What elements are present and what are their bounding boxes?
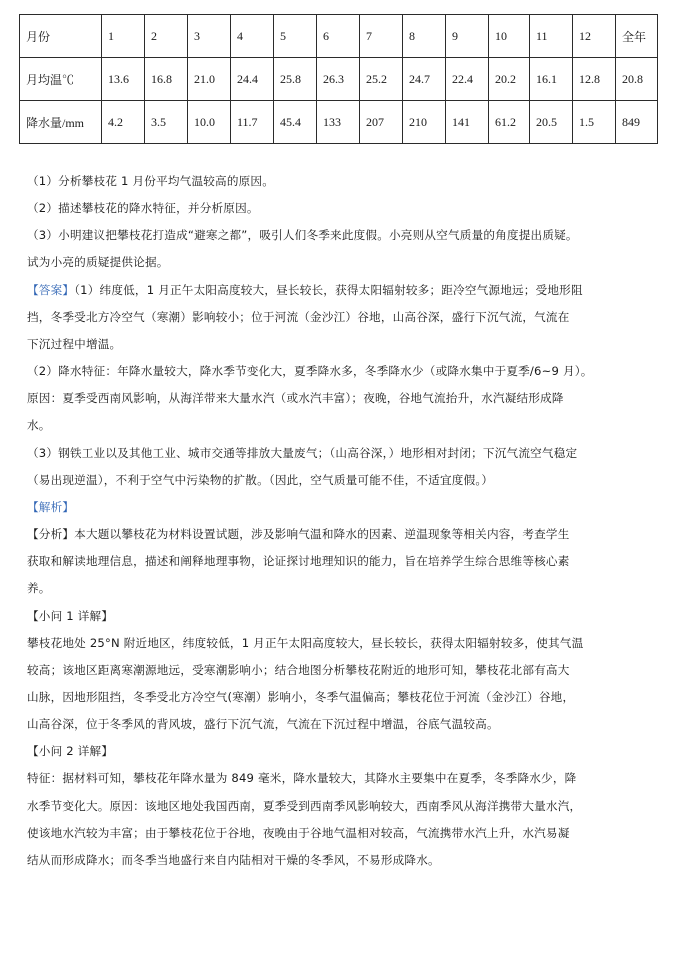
table-cell: 7 (360, 15, 403, 58)
sub-question-2-heading: 【小问 2 详解】 (27, 744, 114, 759)
table-cell: 22.4 (446, 58, 489, 101)
analysis-intro-line-3: 养。 (27, 581, 51, 596)
sub-question-1-line-2: 较高；该地区距离寒潮源地远，受寒潮影响小；结合地图分析攀枝花附近的地形可知，攀枝花北部有高大 (27, 662, 570, 677)
table-row (20, 15, 658, 58)
table-cell: 20.8 (616, 58, 658, 101)
table-cell: 6 (317, 15, 360, 58)
analysis-intro-line-1: 【分析】本大题以攀枝花为材料设置试题，涉及影响气温和降水的因素、逆温现象等相关内容，考查学生 (27, 527, 570, 542)
climate-table (19, 14, 658, 144)
table-cell: 11 (530, 15, 573, 58)
table-cell: 20.5 (530, 101, 573, 144)
table-cell: 25.8 (274, 58, 317, 101)
sub-question-2-line-2: 水季节变化大。原因：该地区地处我国西南，夏季受到西南季风影响较大，西南季风从海洋携带大量水汽， (27, 798, 582, 813)
sub-question-1-line-1: 攀枝花地处 25°N 附近地区，纬度较低，1 月正午太阳高度较大，昼长较长，获得太阳辐射较多，使其气温 (27, 635, 584, 650)
table-cell: 207 (360, 101, 403, 144)
sub-question-2-line-4: 结从而形成降水；而冬季当地盛行来自内陆相对干燥的冬季风，不易形成降水。 (27, 852, 440, 867)
table-cell: 5 (274, 15, 317, 58)
answer-2-line-1: （2）降水特征：年降水量较大，降水季节变化大，夏季降水多，冬季降水少（或降水集中于夏季/6~9 月）。 (27, 364, 593, 379)
question-3-line-1: （3）小明建议把攀枝花打造成“避寒之都”，吸引人们冬季来此度假。小亮则从空气质量的角度提出质疑。 (27, 228, 578, 243)
table-cell: 10.0 (188, 101, 231, 144)
table-cell: 全年 (616, 15, 658, 58)
analysis-intro-line-2: 获取和解读地理信息，描述和阐释地理事物，论证探讨地理知识的能力，旨在培养学生综合思维等核心素 (27, 554, 570, 569)
answer-2-line-3: 水。 (27, 418, 51, 433)
table-cell: 11.7 (231, 101, 274, 144)
table-row (20, 58, 658, 101)
sub-question-2-line-1: 特征：据材料可知，攀枝花年降水量为 849 毫米，降水量较大，其降水主要集中在夏季，冬季降水少，降 (27, 771, 577, 786)
answer-3-line-2: （易出现逆温），不利于空气中污染物的扩散。（因此，空气质量可能不佳，不适宜度假。） (27, 472, 494, 487)
document-text (27, 168, 667, 874)
table-cell: 25.2 (360, 58, 403, 101)
table-cell: 24.4 (231, 58, 274, 101)
question-2: （2）描述攀枝花的降水特征，并分析原因。 (27, 201, 259, 216)
table-cell: 141 (446, 101, 489, 144)
question-3-line-2: 试为小亮的质疑提供论据。 (27, 255, 169, 270)
table-cell: 4 (231, 15, 274, 58)
analysis-tag: 【解析】 (27, 499, 75, 514)
question-1: （1）分析攀枝花 1 月份平均气温较高的原因。 (27, 174, 275, 188)
table-cell: 20.2 (489, 58, 530, 101)
table-cell: 9 (446, 15, 489, 58)
answer-1-line-3: 下沉过程中增温。 (27, 336, 122, 351)
row-label: 月份 (20, 15, 102, 58)
table-cell: 61.2 (489, 101, 530, 144)
table-cell: 21.0 (188, 58, 231, 101)
answer-1-line-1: 【答案】（1）纬度低，1 月正午太阳高度较大，昼长较长，获得太阳辐射较多；距冷空气源地远；受地形阻 (27, 282, 583, 297)
row-label: 降水量/mm (20, 101, 102, 144)
table-cell: 3.5 (145, 101, 188, 144)
table-cell: 16.8 (145, 58, 188, 101)
table-cell: 10 (489, 15, 530, 58)
table-cell: 849 (616, 101, 658, 144)
table-cell: 16.1 (530, 58, 573, 101)
table-cell: 1.5 (573, 101, 616, 144)
sub-question-1-line-4: 山高谷深，位于冬季风的背风坡，盛行下沉气流，气流在下沉过程中增温，谷底气温较高。 (27, 717, 499, 732)
row-label: 月均温℃ (20, 58, 102, 101)
table-cell: 24.7 (403, 58, 446, 101)
table-cell: 45.4 (274, 101, 317, 144)
answer-2-line-2: 原因：夏季受西南风影响，从海洋带来大量水汽（或水汽丰富）；夜晚，谷地气流抬升，水汽凝结形成降 (27, 391, 564, 406)
sub-question-2-line-3: 使该地水汽较为丰富；由于攀枝花位于谷地，夜晚由于谷地气温相对较高，气流携带水汽上升，水汽易凝 (27, 825, 570, 840)
sub-question-1-line-3: 山脉，因地形阻挡，冬季受北方冷空气(寒潮）影响小，冬季气温偏高；攀枝花位于河流（金沙江）谷地， (27, 689, 575, 704)
table-cell: 4.2 (102, 101, 145, 144)
answer-1-line-2: 挡，冬季受北方冷空气（寒潮）影响较小；位于河流（金沙江）谷地，山高谷深，盛行下沉气流，气流在 (27, 309, 570, 324)
table-cell: 133 (317, 101, 360, 144)
table-cell: 12.8 (573, 58, 616, 101)
table-row (20, 101, 658, 144)
table-cell: 2 (145, 15, 188, 58)
table-cell: 13.6 (102, 58, 145, 101)
answer-3-line-1: （3）钢铁工业以及其他工业、城市交通等排放大量废气；（山高谷深，）地形相对封闭；下沉气流空气稳定 (27, 445, 578, 460)
table-cell: 210 (403, 101, 446, 144)
table-cell: 12 (573, 15, 616, 58)
sub-question-1-heading: 【小问 1 详解】 (27, 608, 114, 623)
table-cell: 1 (102, 15, 145, 58)
table-cell: 3 (188, 15, 231, 58)
table-cell: 8 (403, 15, 446, 58)
answer-tag: 【答案】 (27, 282, 75, 297)
table-cell: 26.3 (317, 58, 360, 101)
